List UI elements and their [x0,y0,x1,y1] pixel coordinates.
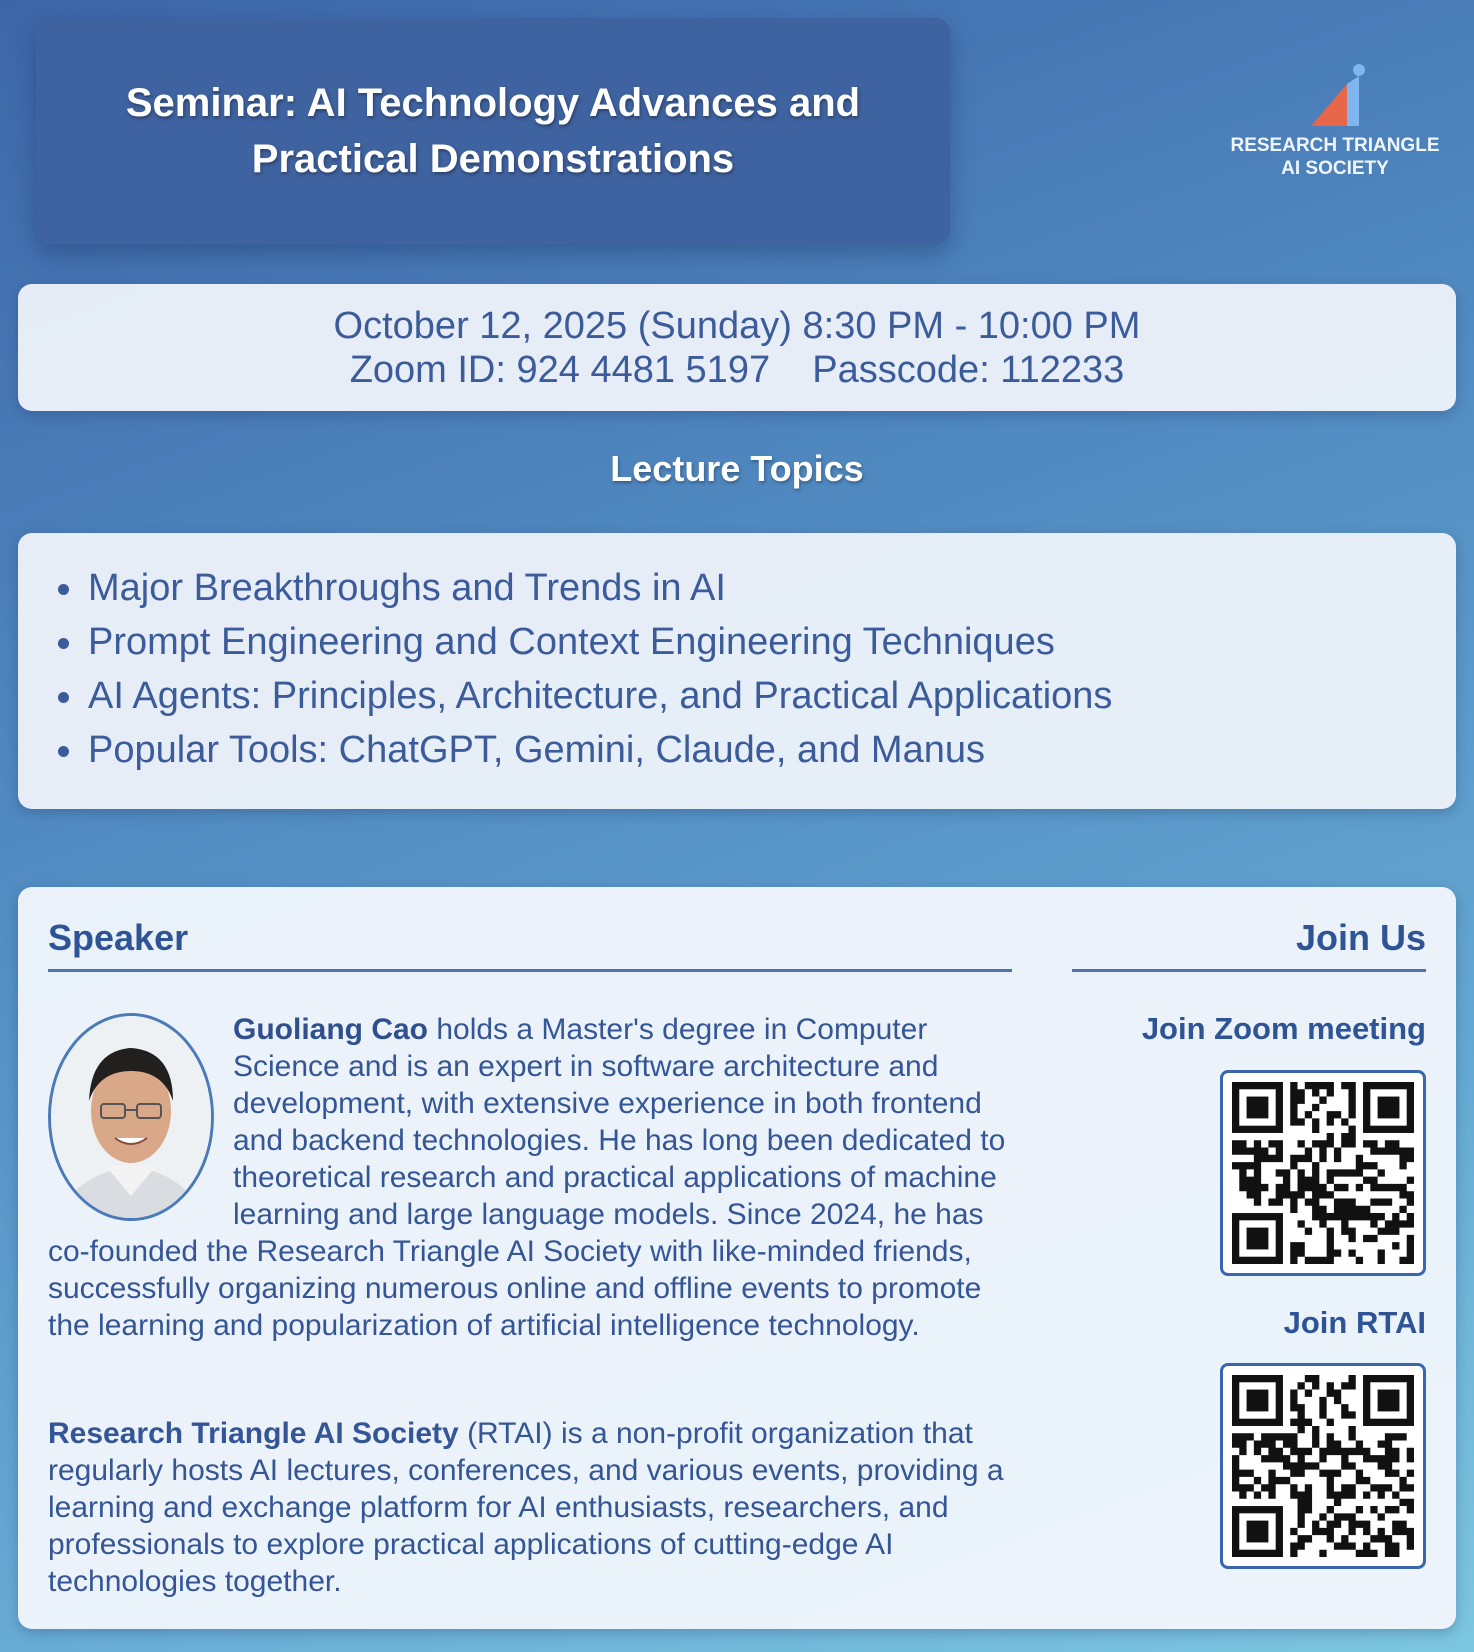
speaker-divider [48,969,1012,972]
topic-item: Prompt Engineering and Context Engineering Techniques [88,615,1456,669]
join-divider [1072,969,1426,972]
zoom-qr-label: Join Zoom meeting [1141,1011,1426,1046]
speaker-heading: Speaker [48,917,189,958]
logo-text-line-1: RESEARCH TRIANGLE [1230,135,1440,156]
topics-list [18,561,1456,777]
rtai-logo [1228,64,1442,180]
join-heading: Join Us [1295,917,1426,958]
speaker-photo [48,1013,214,1221]
org-description [48,1415,1028,1600]
rtai-logo-icon [1303,64,1367,134]
zoom-details: Zoom ID: 924 4481 5197 Passcode: 112233 [349,348,1125,391]
rtai-qr-code[interactable] [1220,1363,1426,1569]
rtai-qr-label: Join RTAI [1283,1305,1426,1340]
speaker-name: Guoliang Cao [233,1013,428,1046]
title-line-1: Seminar: AI Technology Advances and [125,81,861,125]
topic-item: Popular Tools: ChatGPT, Gemini, Claude, and Manus [88,723,1456,777]
topics-heading: Lecture Topics [610,448,864,489]
topics-box [18,533,1456,809]
speaker-join-box [18,887,1456,1629]
title-banner [36,18,950,244]
event-info-box [18,284,1456,411]
topic-item: Major Breakthroughs and Trends in AI [88,561,1456,615]
zoom-qr-code[interactable] [1220,1070,1426,1276]
logo-text-line-2: AI SOCIETY [1281,158,1389,179]
title-line-2: Practical Demonstrations [251,137,735,181]
org-name: Research Triangle AI Society [48,1417,459,1450]
event-datetime: October 12, 2025 (Sunday) 8:30 PM - 10:00 PM [333,304,1141,347]
topic-item: AI Agents: Principles, Architecture, and Practical Applications [88,669,1456,723]
org-text: (RTAI) is a non-profit organization that regularly hosts AI lectures, conferences, and various events, providing a learning and exchange platform for AI enthusiasts, researchers, and professionals to explore practical applications of cutting-edge AI technologies together. [48,1417,1004,1598]
speaker-bio-text: holds a Master's degree in Computer Science and is an expert in software architecture and development, with extensive experience in both frontend and backend technologies. He has long been dedicated to theoretical research and practical applications of machine learning and large language models. Since 2024, he has co-founded the Research Triangle AI Society with like-minded friends, successfully organizing numerous online and offline events to promote the learning and popularization of artificial intelligence technology. [48,1013,1006,1342]
